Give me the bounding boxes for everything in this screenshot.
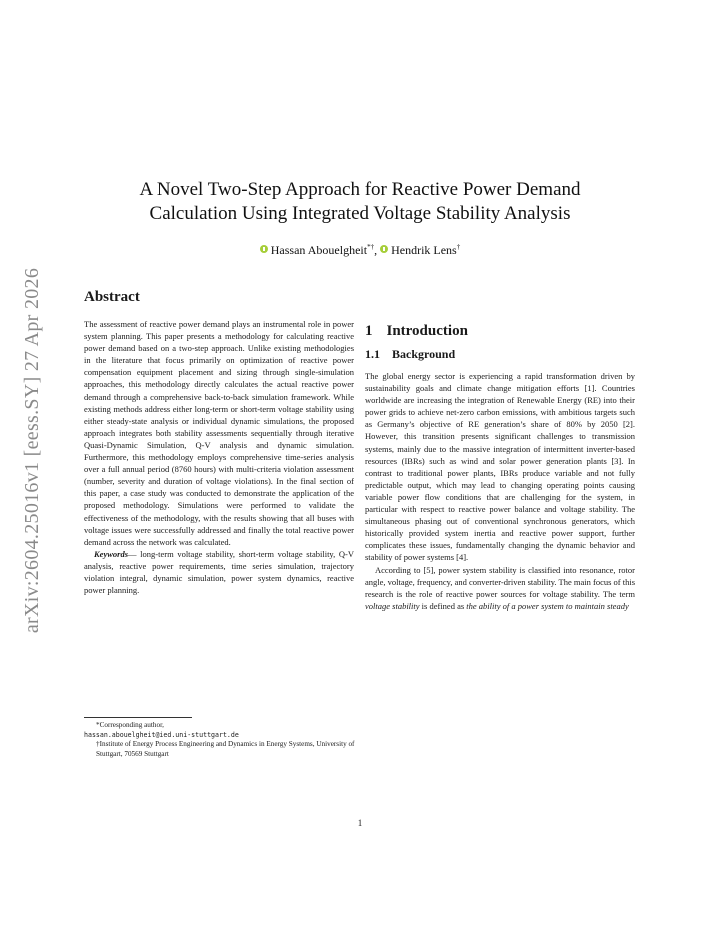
subsection-heading-background — [365, 346, 635, 362]
author-affiliation-marks: † — [456, 243, 461, 251]
section-number: 1 — [365, 323, 373, 339]
paragraph-2-text-a: According to [5], power system stability is classified into resonance, rotor angle, voltage, frequency, and converter-driven stability. The main focus of this research is the role of reactive power sources for voltage stability. The term — [365, 564, 636, 599]
footnote-rule — [84, 717, 192, 718]
author-list — [90, 243, 630, 258]
paper-title — [90, 178, 630, 226]
left-column — [84, 288, 354, 596]
section-heading-introduction — [365, 322, 635, 340]
orcid-icon[interactable] — [380, 245, 388, 253]
footnotes — [84, 717, 356, 759]
orcid-icon[interactable] — [260, 245, 268, 253]
voltage-stability-definition: the ability of a power system to maintain steady — [466, 600, 629, 611]
author-name: Hendrik Lens — [391, 243, 457, 257]
subsection-title: Background — [392, 347, 456, 361]
keywords-text: long-term voltage stability, short-term voltage stability, Q-V analysis, reactive power requirements, time series simulation, trajectory violation integral, dynamic simulation, power system dynamics, reactive power planning. — [84, 548, 355, 596]
section-title: Introduction — [386, 323, 468, 339]
voltage-stability-term: voltage stability — [365, 600, 420, 611]
arxiv-identifier-stamp — [22, 250, 44, 650]
keywords-paragraph — [84, 548, 354, 596]
abstract-body: The assessment of reactive power demand plays an instrumental role in power system planning. This paper presents a methodology for calculating reactive power demand based on a two-step approach. Unlike existing methodologies in the literature that focus primarily on optimization of reactive power compensation equipment placement and sizing through single-simulation approaches, this methodology directly calculates the actual reactive power demand through a comprehensive back-to-back simulation framework. While existing methods address either long-term or short-term voltage stability using either steady-state analysis or individual dynamic simulations, the proposed approach integrates both stability assessments sequentially through iterative Quasi-Dynamic Simulation, Q-V analysis and dynamic simulation. Furthermore, this methodology employs comprehensive time-series analysis over a full annual period (8760 hours) with multi-criteria violation assessment (number, severity and duration of voltage violations). In the final section of this paper, a case study was conducted to demonstrate the application of the proposed methodology. Simulations were performed to validate the effectiveness of the methodology, with the results showing that all buses with voltage issues were successfully addressed and finally the total reactive power demand across the network was calculated. — [84, 319, 354, 547]
right-column — [365, 290, 635, 612]
paper-title-line-2: Calculation Using Integrated Voltage Stability Analysis — [149, 203, 571, 224]
keywords-dash: — — [128, 548, 141, 559]
background-paragraph-1: The global energy sector is experiencing a rapid transformation driven by sustainability goals and climate change mitigation efforts [1]. Countries worldwide are increasing the integration of Renewable Energy (RE) into their power grids to achieve net-zero carbon emissions, with ambitious targets such as Germany’s objective of RE generation’s share of 80% by 2050 [2]. However, this transition presents significant challenges to transmission systems, mainly due to the massive integration of intermittent inverter-based resources (IBRs) such as wind and solar power generation plants [3]. In contrast to traditional power plants, IBRs produce variable and not fully predictable output, which may lead to changing operating points causing variable power flow conditions that are challenging for the system, in particular with respect to reactive power balance and voltage stability. The simultaneous phasing out of conventional synchronous generators, which historically provided system inertia and reactive power support, further complicates these issues, fundamentally changing the dynamic behavior and stability of power systems [4]. — [365, 371, 635, 563]
abstract-heading: Abstract — [84, 289, 140, 305]
corresponding-author-email[interactable]: hassan.abouelgheit@ied.uni-stuttgart.de — [84, 730, 239, 739]
background-paragraph-2 — [365, 564, 635, 612]
author-separator: , — [374, 243, 378, 257]
corresponding-author-note: *Corresponding author, — [96, 721, 164, 729]
arxiv-identifier-text: arXiv:2604.25016v1 [eess.SY] 27 Apr 2026 — [21, 267, 44, 633]
page-number: 1 — [357, 818, 363, 828]
paragraph-2-text-b: is defined as — [419, 600, 467, 611]
author-affiliation-marks: *† — [367, 243, 375, 251]
subsection-number: 1.1 — [365, 347, 380, 361]
paper-title-line-1: A Novel Two-Step Approach for Reactive Power Demand — [139, 179, 581, 200]
keywords-label: Keywords — [94, 548, 128, 559]
affiliation-note: †Institute of Energy Process Engineering and Dynamics in Energy Systems, University of Stuttgart, 70569 Stuttgart — [96, 740, 355, 758]
author-name: Hassan Abouelgheit — [270, 243, 368, 257]
